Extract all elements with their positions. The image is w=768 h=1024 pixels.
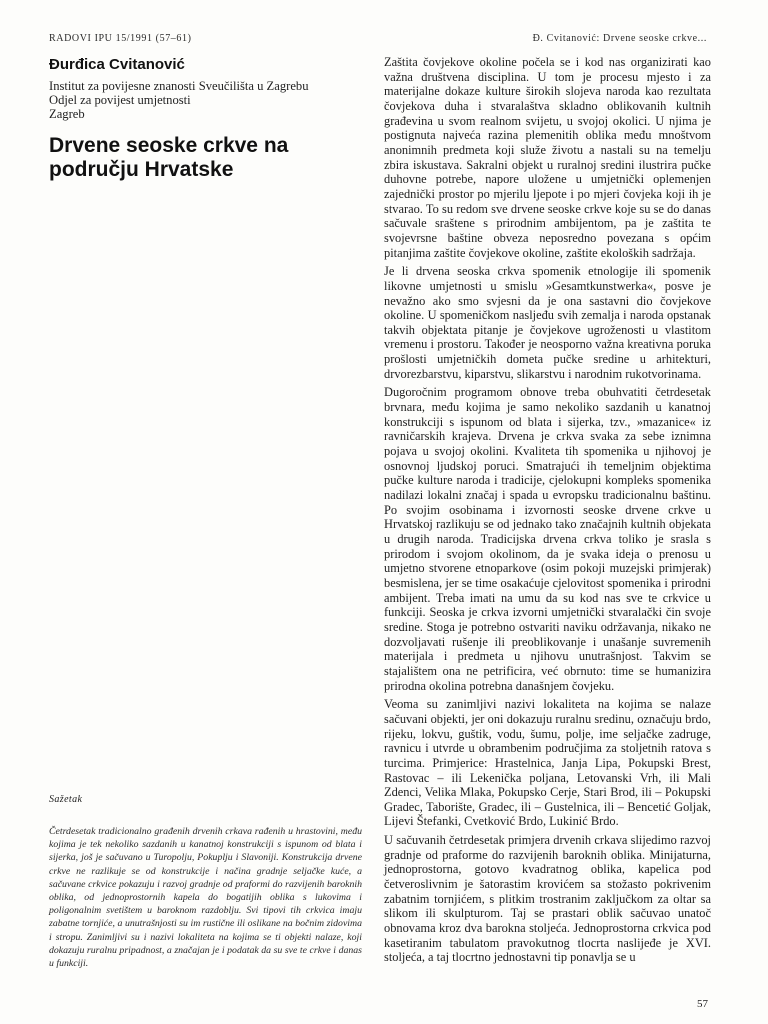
title-block: [49, 56, 369, 182]
article-title: [49, 134, 369, 182]
title-line: Drvene seoske crkve na: [49, 134, 289, 157]
abstract: [49, 794, 362, 970]
affiliation-line: Zagreb: [49, 107, 85, 121]
body-paragraph: Dugoročnim programom obnove treba obuhvatiti četrdesetak brvnara, među kojima je samo nekoliko sazdanih u kanatnoj konstrukciji s ispunom od blata i sijerka, tzv., »mazanice« iz ravničarskih krajeva. Drvena je crkva svaka za sebe iznimna pojava u svojoj okolini. Kvaliteta tih spomenika u njihovoj je osnovnoj ljudskoj poruci. Smatrajući ih temeljnim objektima pučke kulture naroda i tradicije, cjelokupni kompleks spomenika nadilazi lokalni značaj i spada u evropsku tradicionalnu baštinu. Po svojim osobinama i izvornosti seoske drvene crkve u Hrvatskoj razlikuju se od jednako tako značajnih kultnih objekata u drugih naroda. Tradicijska drvena crkva toliko je srasla s prirodom i svojom okolinom, da je svaka ideja o prenosu u umjetno stvorene etnoparkove (osim pokoji muzejski primjerak) besmislena, jer se time osakaćuje cjelovitost spomenika i prirodni ambijent. Treba imati na umu da su kod nas sve te crkvice u funkciji. Seoska je crkva izvorni umjetnički stvaralački čin svoje sredine. Stoga je potrebno ostvariti naviku održavanja, nikako ne dozvoljavati rušenje ili preoblikovanje i unašanje suvremenih materijala i predmeta u njihovu unutrašnjost. Takvim se stajalištem ona ne petrificira, već obrnuto: time se humanizira prirodna okolina potrebna današnjem čovjeku.: [384, 385, 711, 693]
body-paragraph: Zaštita čovjekove okoline počela se i kod nas organizirati kao važna društvena disciplina. U tom je procesu mjesto i za materijalne dokaze kulture širokih slojeva naroda kao rezultata čovjekova duha i stvaralaštva skladno oblikovanih kultnih građevina u svom realnom svijetu, u svojoj okolici. U njima je postignuta najveća razina plemenitih oblika među mnoštvom anonimnih predmeta koji služe životu a nastali su na temelju zbira iskustava. Sakralni objekt u ruralnoj sredini ilustrira pučke duhovne potrebe, napore uložene u umjetnički oplemenjen zajednički prostor po mjerilu ljepote i po mjeri čovjeka koji ih je stvarao. To su redom sve drvene seoske crkve koje su se do danas sačuvale sraštene s prirodnim ambijentom, pa je zaštita te svojevrsne baštine obveza neposredno povezana s općim pitanjima zaštite čovjekove okoline, zaštite ekoloških sadržaja.: [384, 55, 711, 260]
running-header-author: Đ. Cvitanović: Drvene seoske crkve...: [532, 33, 707, 44]
author-affiliation: [49, 79, 369, 121]
body-text: [384, 55, 711, 969]
affiliation-line: Institut za povijesne znanosti Sveučilišta u Zagrebu: [49, 79, 309, 93]
affiliation-line: Odjel za povijest umjetnosti: [49, 93, 191, 107]
title-line: području Hrvatske: [49, 158, 234, 181]
body-paragraph: U sačuvanih četrdesetak primjera drvenih crkava slijedimo razvoj gradnje od praforme do razvijenih baroknih oblika. Minijaturna, jednoprostorna, gotovo kvadratnog oblika, kapelica pod četveroslivnim je šatorastim krovićem sa stožasto pokrivenim zabatnim tornjićem, s plitkim trostranim zaključkom za oltar sa slikom ili skulpturom. Taj se prastari oblik sačuvao unatoč obnovama kroz dva barokna stoljeća. Jednoprostorna crkvica pod kasetiranim tabulatom pravokutnog tlocrta naslijeđe je XVI. stoljeća, a taj tlocrtno jednostavni tip ponavlja se u: [384, 833, 711, 965]
body-paragraph: Je li drvena seoska crkva spomenik etnologije ili spomenik likovne umjetnosti u smislu »Gesamtkunstwerka«, posve je nevažno ako smo svjesni da je ona sastavni dio čovjekove okoline. U spomeničkom nasljeđu svih zemalja i naroda opstanak takvih objektata pitanje je čovjekove ugroženosti u vlastitom vremenu i prostoru. Također je neosporno važna kreativna poruka prošlosti umjetničkih dometa pučke sredine u arhitekturi, drvorezbarstvu, kiparstvu, slikarstvu i narodnim rukotvorinama.: [384, 264, 711, 381]
page-number: 57: [697, 998, 708, 1010]
author-name: Đurđica Cvitanović: [49, 56, 185, 73]
abstract-heading: Sažetak: [49, 794, 83, 805]
body-paragraph: Veoma su zanimljivi nazivi lokaliteta na kojima se nalaze sačuvani objekti, jer oni dokazuju ruralnu sredinu, označuju brdo, rijeku, lokvu, guštik, vodu, šumu, polje, ime seljačke zadruge, ravnicu i utvrde u obrambenim područjima za stoljetnih ratova s turcima. Primjerice: Hrastelnica, Janja Lipa, Pokupski Brest, Rastovac – ili Lekenička poljana, Letovanski Vrh, ili Mali Zdenci, Velika Mlaka, Pokupsko Cerje, Stari Brod, ili – Pokupski Gradec, Taborište, Gradec, ili – Gustelnica, ili – Bencetić Goljak, Lijevi Štefanki, Cvetković Brdo, Lukinić Brdo.: [384, 697, 711, 829]
running-header-journal: RADOVI IPU 15/1991 (57–61): [49, 33, 192, 44]
abstract-text: Četrdesetak tradicionalno građenih drvenih crkava rađenih u hrastovini, među kojima je tek nekoliko sazdanih u kanatnoj konstrukciji s ispunom od blata i sijerka, još je sačuvano u Turopolju, Pokuplju i Slavoniji. Konstrukcija drvene crkve ne razlikuje se od konstrukcije i načina gradnje seljačke kuće, a sačuvane crkvice pokazuju i razvoj gradnje od praformi do razvijenih baroknih oblika, od jednoprostornih kapela do bogatijih oblika s lukovima i poligonalnim svetištem u baroknom razdoblju. Svi tipovi tih crkvica imaju zabatne tornjiće, a unutrašnjosti su im rustične ili oslikane na bočnim zidovima i stropu. Zanimljivi su i nazivi lokaliteta na kojima se ti objekti nalaze, koji dokazuju ruralnu pripadnost, a značajan je i podatak da su sve te crkve i danas u funkciji.: [49, 826, 362, 970]
